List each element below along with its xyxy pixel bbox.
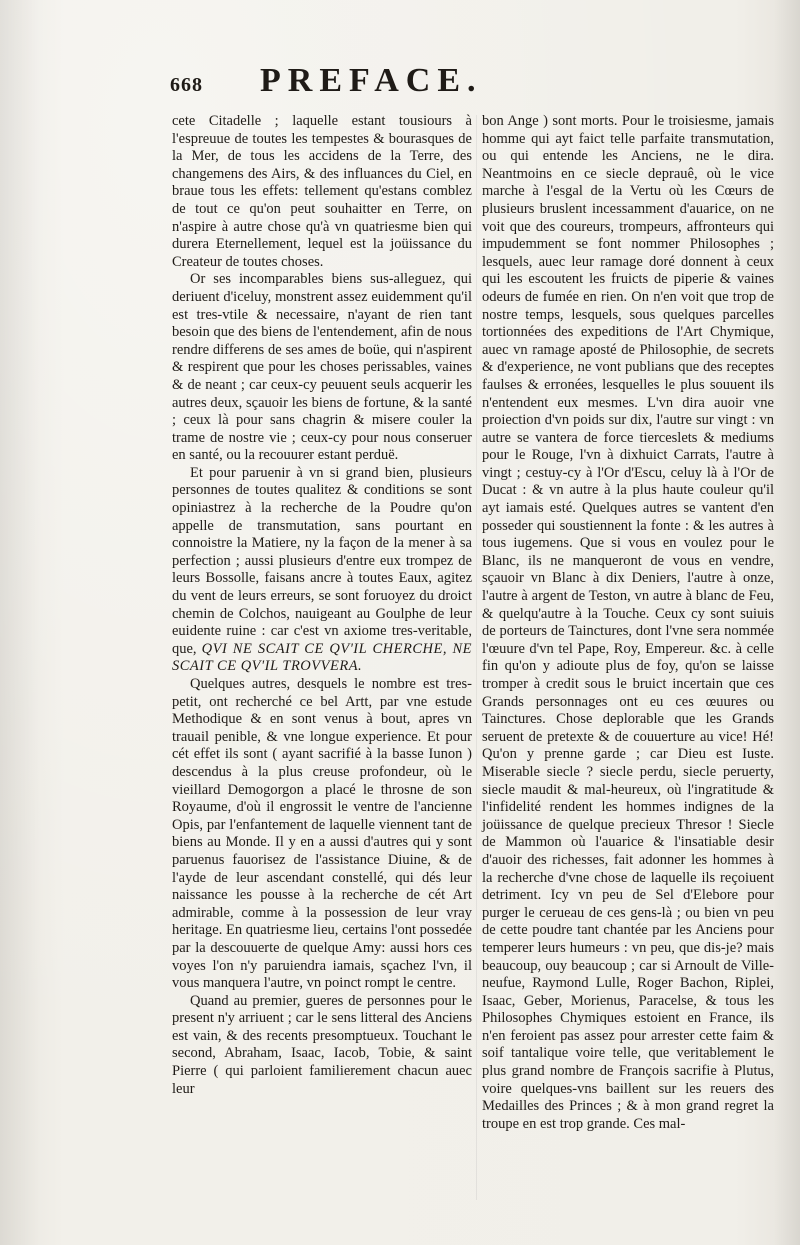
- running-title: PREFACE.: [260, 62, 483, 99]
- paragraph: Quand au premier, gueres de personnes pour le present n'y arriuent ; car le sens litteral des Anciens est vain, & des recents presomptueux. Touchant le second, Abraham, Isaac, Iacob, Tobie, & saint Pierre ( qui parloient familierement chacun auec leur: [172, 992, 472, 1097]
- page-left-shadow: [0, 0, 40, 1245]
- paragraph-text: Et pour paruenir à vn si grand bien, plusieurs personnes de toutes qualitez & conditions se sont opiniastrez à la recherche de la Poudre qu'on appelle de transmutation, sans pourtant en connoistre la Matiere, ny la façon de la mener à sa perfection ; aussi plusieurs d'entre eux trompez de leurs Bossolle, faisans ancre à toutes Eaux, agitez du vent de leurs erreurs, se sont foruoyez du droict chemin de Colchos, nauigeant au Goulphe de leur euidente ruine : car c'est vn axiome tres-veritable, que,: [172, 464, 472, 657]
- paragraph: Quelques autres, desquels le nombre est tres-petit, ont recherché ce bel Artt, par vne estude Methodique & en sont venus à bout, apres vn trauail penible, & vne longue experience. Et pour cét effet ils sont ( ayant sacrifié à la basse Iunon ) descendus à la plus creuse profondeur, où le vieillard Demogorgon a placé le throsne de son Royaume, d'où il engrossit le ventre de l'ancienne Opis, par l'enfantement de laquelle viennent tant de biens au Monde. Il y en a aussi d'autres qui y sont paruenus fauorisez de l'assistance Diuine, & de l'ayde de leur ascendant constellé, qui dés leur naissance les pousse à la recherche de cét Art admirable, comme à la possession de leur vray heritage. En quatriesme lieu, certains l'ont possedée par la descouuerte de quelque Amy: aussi hors ces voyes l'on n'y paruiendra iamais, sçachez l'vn, il vous manquera l'autre, vn poinct rompt le centre.: [172, 676, 472, 992]
- right-column: [482, 113, 774, 1213]
- paragraph: cete Citadelle ; laquelle estant tousiours à l'espreuue de toutes les tempestes & bourasques de la Mer, de tous les accidens de la Terre, des changemens des Airs, & des influances du Ciel, en braue tous les effets: tellement qu'estans comblez de tout ce qu'on peut souhaitter en Terre, on n'aspire à autre chose qu'à vn quatriesme bien qui durera Eternellement, lequel est la joüissance du Createur de toutes choses.: [172, 113, 472, 270]
- left-column: [172, 113, 472, 1213]
- paragraph: [172, 465, 472, 676]
- page-header: [170, 62, 770, 112]
- axiom-quote: QVI NE SCAIT CE QV'IL CHERCHE, NE SCAIT CE QV'IL TROVVERA.: [172, 640, 473, 675]
- paragraph: Or ses incomparables biens sus-alleguez, qui deriuent d'iceluy, monstrent assez euidemment qu'il est tres-vtile & necessaire, n'ayant de rien tant besoin que des biens de l'entendement, afin de nous rendre differens de ses ames de boüe, qui n'aspirent & respirent que pour les choses perissables, vaines & de neant ; car ceux-cy peuuent seuls acquerir les autres deux, sçauoir les biens de fortune, & la santé ; ceux là pour sans chagrin & misere couler la trame de nostre vie ; ceux-cy pour nous conseruer en santé, ou la recouurer estant perduë.: [172, 271, 472, 464]
- column-gutter: [476, 115, 477, 1200]
- page-number: 668: [170, 74, 203, 96]
- page-edge-shadow: [774, 0, 800, 1245]
- paragraph: bon Ange ) sont morts. Pour le troisiesme, jamais homme qui ayt faict telle parfaite transmutation, ou qui entende les Anciens, ne le dira. Neantmoins en ce siecle deprauê, où le vice marche à l'esgal de la Vertu où les Cœurs de plusieurs bruslent incessamment d'auarice, on ne voit que des coureurs, trompeurs, affronteurs qui impudemment se font nommer Philosophes ; lesquels, auec leur ramage doré donnent à ceux qui les escoutent les fruicts de piperie & vaines odeurs de fumée en rien. On n'en voit que trop de nostre temps, lesquels, sous quelques parcelles tortionnées des expeditions de l'Art Chymique, auec vn ramage aposté de Philosophie, de secrets & d'experience, ne vont publians que des receptes faulses & erronées, lesquelles le plus souuent ils n'entendent eux mesmes. L'vn dira auoir vne proiection d'vn poids sur dix, l'autre sur vingt : vn autre se vantera de force tierceslets & mediums pour le Rouge, l'vn à dixhuict Carrats, l'autre à vingt ; cestuy-cy à l'Or d'Escu, celuy là à l'Or de Ducat : & vn autre à la plus haute couleur qu'il ayt iamais esté. Quelques autres se vantent d'en posseder qui soustiennent la fonte : & les autres à tous iugemens. Que si vous en voulez pour le Blanc, ils ne manqueront de vous en vendre, sçauoir vn Blanc à dix Deniers, l'autre à onze, l'autre à argent de Teston, vn autre à blanc de Feu, & quelqu'autre à la Touche. Ceux cy sont suiuis de porteurs de Tainctures, dont l'vne sera nommée l'œuure d'vn tel Pape, Roy, Empereur. &c. à celle fin qu'on y adioute plus de foy, qu'on se laisse tromper à credit sous le bruict incertain que ces Grands personnages ont eu ces œuures ou Tainctures. Chose deplorable que les Grands seruent de pretexte & de couuerture au vice! Hé! Qu'on y prenne garde ; car Dieu est Iuste. Miserable siecle ? siecle perdu, siecle peruerty, siecle maudit & mal-heureux, où l'ingratitude & l'infidelité rendent les hommes indignes de la joüissance de quelque precieux Thresor ! Siecle de Mammon où l'auarice & l'insatiable desir d'auoir des richesses, fait adonner les hommes à la recherche d'vne chose de laquelle ils reçoiuent detriment. Icy vn peu de Sel d'Elebore pour purger le cerueau de ces gens-là ; ou bien vn peu de cette poudre tant chantée par les Anciens pour temperer leurs humeurs : vn peu, que dis-je? mais beaucoup, ouy beaucoup ; car si Arnoult de Ville-neufue, Raymond Lulle, Roger Bachon, Riplei, Isaac, Geber, Morienus, Paracelse, & tous les Philosophes Chymiques estoient en France, ils n'en feroient pas assez pour arrester cette faim & soif tantalique voire telle, que veritablement le plus grand nombre de François sacrifie à Plutus, voire quelques-vns baillent sur les reuers des Medailles des Princes ; & à mon grand regret la troupe en est trop grande. Ces mal-: [482, 113, 774, 1132]
